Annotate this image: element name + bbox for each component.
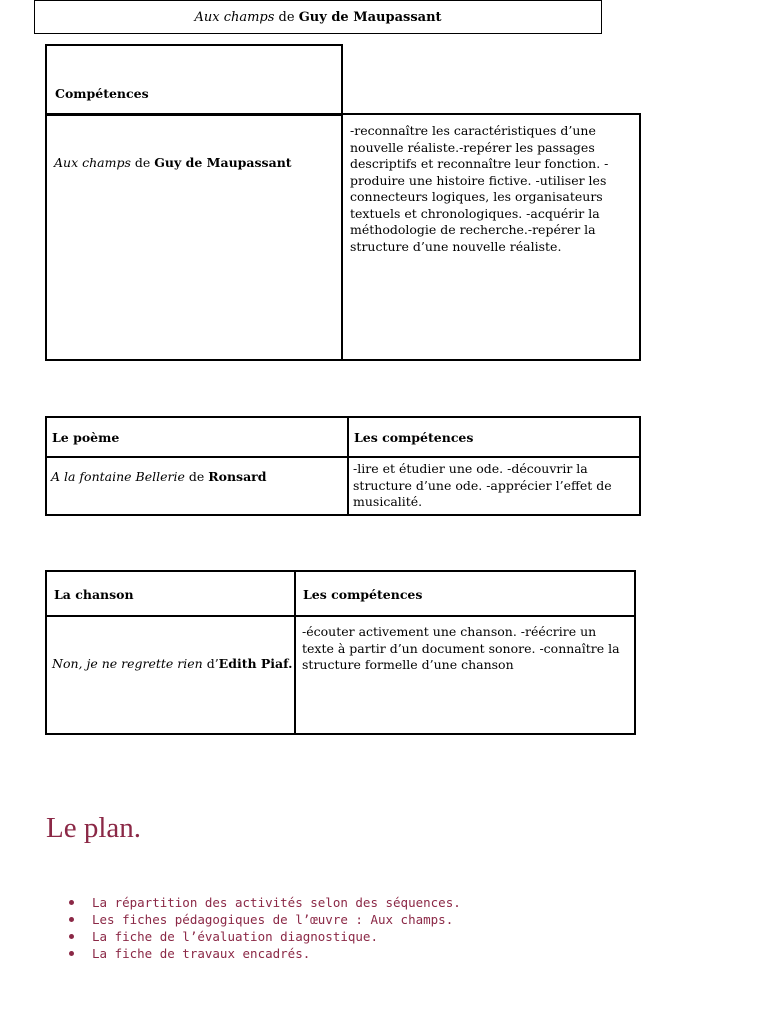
table2-competences-cell: [347, 456, 641, 516]
table3-col1-header-cell: [45, 570, 296, 617]
table2-work-author: Ronsard: [208, 469, 267, 484]
bullet-icon: [69, 900, 74, 905]
plan-item-label: La fiche de l’évaluation diagnostique.: [92, 929, 378, 944]
list-item: [68, 928, 588, 945]
plan-heading: Le plan.: [46, 812, 142, 844]
table3-col2-header-cell: [294, 570, 636, 617]
table1-work-author: Guy de Maupassant: [154, 155, 292, 170]
bullet-icon: [69, 951, 74, 956]
table1-work-cell: [45, 113, 343, 361]
table2-col1-header: Le poème: [52, 430, 120, 445]
document-title: [34, 0, 602, 34]
table1-work-de: de: [130, 155, 155, 170]
list-item: [68, 945, 588, 962]
table3-work-cell: [45, 615, 296, 735]
plan-item-label: Les fiches pédagogiques de l’œuvre : Aux champs.: [92, 912, 454, 927]
table2-competences: -lire et étudier une ode. -découvrir la structure d’une ode. -apprécier l’effet de musicalité.: [353, 461, 612, 509]
bullet-icon: [69, 934, 74, 939]
table1-header-cell: [45, 44, 343, 116]
title-author: Guy de Maupassant: [298, 9, 442, 25]
table3-competences: -écouter activement une chanson. -réécrire un texte à partir d’un document sonore. -connaître la structure formelle d’une chanson: [302, 624, 620, 672]
title-work: Aux champs: [194, 9, 275, 25]
table2-work-cell: [45, 456, 349, 516]
plan-item-label: La répartition des activités selon des séquences.: [92, 895, 461, 910]
list-item: [68, 911, 588, 928]
table2-col2-header-cell: [347, 416, 641, 458]
bullet-icon: [69, 917, 74, 922]
list-item: [68, 894, 588, 911]
table2-work-title: A la fontaine Bellerie: [51, 469, 185, 484]
table1-competences-cell: [341, 113, 641, 361]
title-de: de: [274, 9, 299, 25]
table3-work-title: Non, je ne regrette rien: [52, 656, 203, 671]
table3-work-de: d’: [202, 656, 219, 671]
table2-col1-header-cell: [45, 416, 349, 458]
table1-header: Compétences: [55, 86, 149, 101]
table3-col1-header: La chanson: [54, 587, 134, 602]
table3-col2-header: Les compétences: [303, 587, 423, 602]
plan-list: [68, 894, 588, 962]
plan-item-label: La fiche de travaux encadrés.: [92, 946, 311, 961]
table1-competences: -reconnaître les caractéristiques d’une nouvelle réaliste.-repérer les passages descriptifs et reconnaître leur fonction. -produire une histoire fictive. -utiliser les connecteurs logiques, les organisateurs textuels et chronologiques. -acquérir la méthodologie de recherche.-repérer la structure d’une nouvelle réaliste.: [350, 123, 609, 254]
table2-col2-header: Les compétences: [354, 430, 474, 445]
table1-work-title: Aux champs: [54, 155, 131, 170]
table3-work-author: Edith Piaf.: [218, 656, 293, 671]
table3-competences-cell: [294, 615, 636, 735]
table2-work-de: de: [184, 469, 209, 484]
